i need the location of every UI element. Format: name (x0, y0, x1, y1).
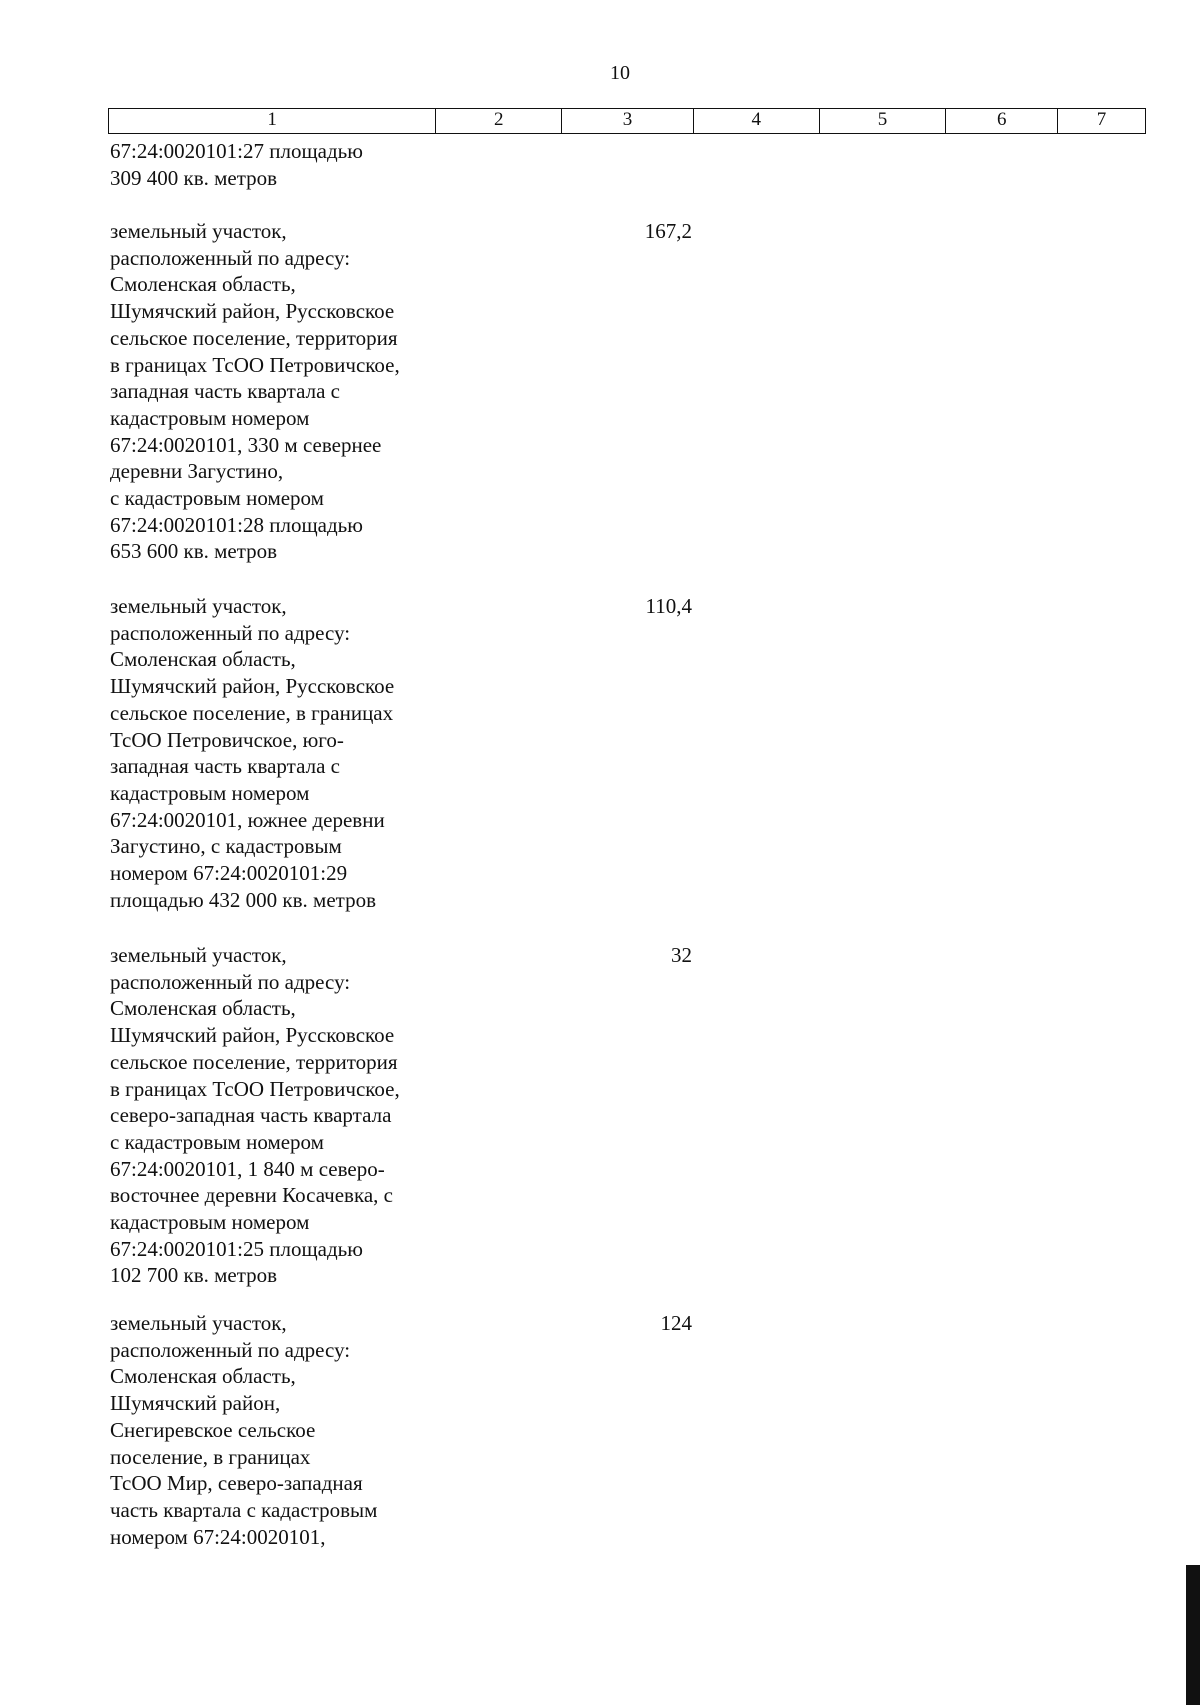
entry-description-line: 67:24:0020101, 1 840 м северо- (110, 1156, 385, 1181)
entry-description-line: сельское поселение, в границах (110, 700, 394, 725)
entry-description-line: Смоленская область, (110, 1364, 296, 1389)
entry-description-line: Шумячский район, Руссковское (110, 299, 395, 324)
entry-description-line: земельный участок, (110, 1311, 287, 1335)
entry-description-line: сельское поселение, территория (110, 1049, 398, 1074)
entry-value: 167,2 (644, 219, 692, 243)
column-header-6: 6 (946, 109, 1058, 133)
entry-description-line: ТсОО Петровичское, юго- (110, 727, 344, 752)
column-header-4: 4 (694, 109, 820, 133)
entry-value: 124 (660, 1311, 692, 1335)
entry-description-line: 67:24:0020101:28 площадью (110, 512, 363, 537)
column-header-5: 5 (820, 109, 947, 133)
entry-description-line: Загустино, с кадастровым (110, 834, 342, 859)
entry-description-line: в границах ТсОО Петровичское, (110, 352, 400, 377)
column-header-row (108, 108, 1146, 134)
entry-description-line: 67:24:0020101:27 площадью (110, 139, 363, 163)
entry-description-line: деревни Загустино, (110, 459, 284, 484)
entry-description-line: Шумячский район, (110, 1391, 281, 1416)
column-header-2: 2 (436, 109, 562, 133)
entry-description-line: 67:24:0020101:25 площадью (110, 1236, 363, 1261)
entry-description-line: 309 400 кв. метров (110, 165, 278, 190)
entry-description-line: Шумячский район, Руссковское (110, 1023, 395, 1048)
entry-description-line: расположенный по адресу: (110, 969, 351, 994)
entry-description-line: Смоленская область, (110, 647, 296, 672)
entry-description-line: северо-западная часть квартала (110, 1103, 392, 1128)
entry-description-line: Смоленская область, (110, 996, 296, 1021)
entry-description-line: земельный участок, (110, 943, 287, 967)
entry-description-line: расположенный по адресу: (110, 1337, 351, 1362)
column-header-1: 1 (109, 109, 436, 133)
entry-description-line: земельный участок, (110, 594, 287, 618)
entry-description-line: Шумячский район, Руссковское (110, 674, 395, 699)
scan-edge-mark (1186, 1565, 1200, 1705)
entry-description-line: 67:24:0020101, 330 м севернее (110, 432, 382, 457)
entry-value: 110,4 (645, 594, 692, 618)
entry-description-line: Снегиревское сельское (110, 1417, 316, 1442)
entry-description-line: площадью 432 000 кв. метров (110, 887, 376, 912)
entry-description-line: в границах ТсОО Петровичское, (110, 1076, 400, 1101)
land-plot-entry (110, 138, 490, 191)
entry-description-line: восточнее деревни Косачевка, с (110, 1183, 393, 1208)
entry-description-line: номером 67:24:0020101:29 (110, 861, 348, 886)
entry-description-line: земельный участок, (110, 219, 287, 243)
entry-description-line: кадастровым номером (110, 1210, 310, 1235)
entry-description-line: с кадастровым номером (110, 486, 324, 511)
entry-description-line: 653 600 кв. метров (110, 539, 278, 564)
entry-value: 32 (671, 943, 692, 967)
entry-description-line: расположенный по адресу: (110, 245, 351, 270)
column-header-7: 7 (1096, 109, 1107, 130)
entry-description-line: номером 67:24:0020101, (110, 1524, 326, 1549)
entry-description-line: кадастровым номером (110, 405, 310, 430)
entry-description-line: западная часть квартала с (110, 379, 340, 404)
land-plot-entry (110, 1310, 490, 1550)
page-number: 10 (610, 62, 630, 84)
land-plot-entry (110, 593, 490, 913)
entry-description-line: кадастровым номером (110, 780, 310, 805)
entry-description-line: западная часть квартала с (110, 754, 340, 779)
entry-description-line: сельское поселение, территория (110, 325, 398, 350)
entry-description-line: ТсОО Мир, северо-западная (110, 1471, 363, 1496)
entry-description-line: 67:24:0020101, южнее деревни (110, 807, 385, 832)
land-plot-entry (110, 218, 490, 565)
land-plot-entry (110, 942, 490, 1289)
entry-description-line: с кадастровым номером (110, 1129, 324, 1154)
entry-description-line: расположенный по адресу: (110, 620, 351, 645)
entry-description-line: Смоленская область, (110, 272, 296, 297)
entry-description-line: 102 700 кв. метров (110, 1263, 278, 1288)
entry-description-line: поселение, в границах (110, 1444, 311, 1469)
entry-description-line: часть квартала с кадастровым (110, 1497, 378, 1522)
column-header-3: 3 (562, 109, 694, 133)
